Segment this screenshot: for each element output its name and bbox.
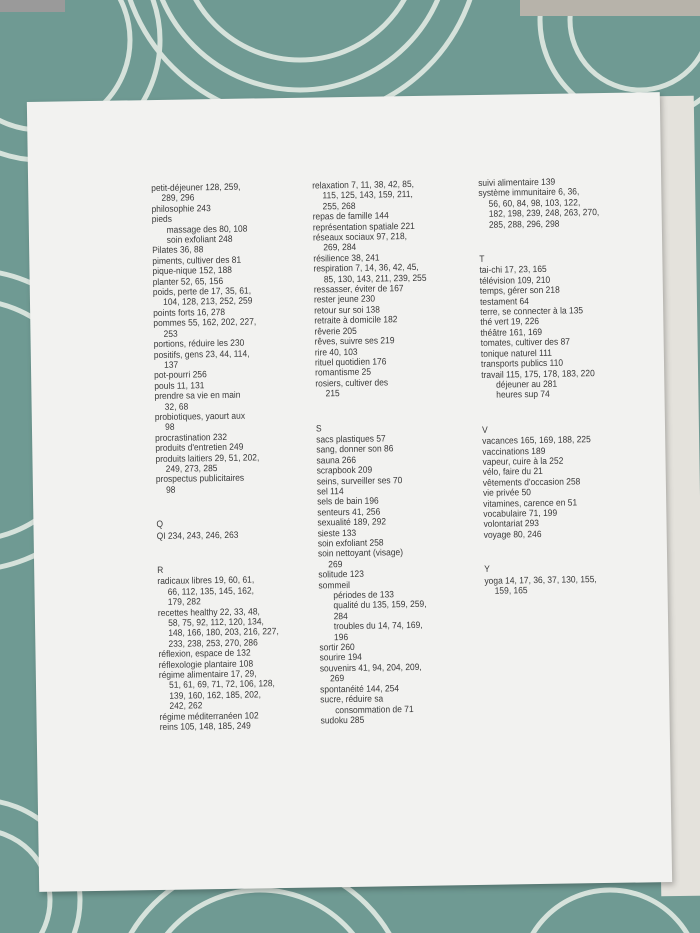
index-entry: 56, 60, 84, 98, 103, 122, — [488, 197, 581, 209]
index-entry: prendre sa vie en main — [154, 389, 241, 402]
index-entry: points forts 16, 278 — [153, 306, 226, 318]
index-entry: soin exfoliant 248 — [166, 233, 233, 245]
index-entry: 137 — [164, 359, 179, 370]
index-entry: 148, 166, 180, 203, 216, 227, — [168, 626, 279, 639]
index-entry: produits d'entretien 249 — [155, 441, 244, 454]
index-entry: régime méditerranéen 102 — [159, 710, 259, 722]
index-entry: périodes de 133 — [333, 589, 395, 601]
index-entry: souvenirs 41, 94, 204, 209, — [319, 661, 422, 674]
index-entry: suivi alimentaire 139 — [478, 176, 556, 188]
index-entry: 284 — [333, 610, 348, 622]
index-entry: théâtre 161, 169 — [480, 326, 543, 338]
index-letter-heading: Q — [156, 519, 164, 530]
index-entry: respiration 7, 14, 36, 42, 45, — [313, 262, 419, 274]
index-entry: 85, 130, 143, 211, 239, 255 — [323, 272, 427, 285]
index-entry: romantisme 25 — [315, 366, 372, 378]
index-entry: tonique naturel 111 — [480, 347, 553, 359]
index-entry: radicaux libres 19, 60, 61, — [157, 574, 255, 587]
index-entry: poids, perte de 17, 35, 61, — [152, 285, 252, 298]
index-gap — [156, 493, 277, 519]
index-entry: sieste 133 — [317, 527, 357, 539]
index-entry: philosophie 243 — [151, 202, 211, 214]
index-entry: vacances 165, 169, 188, 225 — [482, 434, 591, 447]
index-entry: 115, 125, 143, 159, 211, — [322, 189, 413, 201]
index-entry: sel 114 — [316, 486, 344, 497]
index-entry: rester jeune 230 — [313, 294, 376, 306]
index-entry: régime alimentaire 17, 29, — [158, 668, 257, 681]
index-entry: rêves, suivre ses 219 — [314, 335, 395, 347]
index-entry: sels de bain 196 — [317, 495, 379, 507]
index-entry: télévision 109, 210 — [479, 274, 551, 286]
index-entry: 58, 75, 92, 112, 120, 134, — [168, 616, 264, 628]
index-entry: 51, 61, 69, 71, 72, 106, 128, — [169, 678, 275, 691]
index-letter-heading: V — [481, 424, 488, 435]
index-entry: vapeur, cuire à la 252 — [482, 455, 564, 467]
index-entry: représentation spatiale 221 — [312, 220, 415, 233]
index-letter-heading: R — [157, 564, 164, 576]
index-entry: sauna 266 — [316, 454, 357, 466]
index-entry: pieds — [151, 213, 172, 225]
index-entry: piments, cultiver des 81 — [152, 254, 242, 266]
index-entry: rire 40, 103 — [314, 346, 358, 358]
index-entry: 32, 68 — [164, 401, 189, 412]
index-entry: reins 105, 148, 185, 249 — [159, 720, 251, 733]
index-entry: vocabulaire 71, 199 — [483, 507, 558, 519]
index-entry: 98 — [165, 484, 176, 495]
index-entry: pique-nique 152, 188 — [152, 265, 233, 277]
index-entry: 233, 238, 253, 270, 286 — [168, 637, 258, 649]
index-entry: 66, 112, 135, 145, 162, — [167, 585, 255, 597]
index-entry: qualité du 135, 159, 259, — [333, 599, 427, 611]
index-entry: vaccinations 189 — [482, 445, 546, 457]
index-entry: prospectus publicitaires — [155, 473, 245, 485]
index-entry: vie privée 50 — [482, 487, 532, 499]
index-entry: retour sur soi 138 — [314, 304, 380, 316]
index-entry: volontariat 293 — [483, 518, 540, 530]
index-entry: produits laitiers 29, 51, 202, — [155, 451, 260, 464]
index-entry: retraite à domicile 182 — [314, 314, 398, 326]
index-entry: scrapbook 209 — [316, 464, 373, 476]
index-entry: Pilates 36, 88 — [152, 244, 204, 256]
index-entry: massage des 80, 108 — [166, 223, 248, 235]
index-entry: 269 — [328, 558, 343, 570]
index-column-1 — [151, 181, 280, 732]
index-entry: 253 — [163, 328, 178, 339]
index-entry: pommes 55, 162, 202, 227, — [153, 316, 257, 329]
index-entry: sacs plastiques 57 — [316, 433, 386, 445]
index-entry: terre, se connecter à la 135 — [480, 305, 584, 317]
index-entry: vélo, faire du 21 — [482, 466, 543, 478]
index-entry: seins, surveiller ses 70 — [316, 474, 403, 487]
index-entry: 104, 128, 213, 252, 259 — [163, 295, 253, 308]
index-column-2 — [312, 179, 433, 726]
index-entry: voyage 80, 246 — [483, 528, 542, 540]
index-entry: sourire 194 — [319, 652, 362, 663]
index-entry: 215 — [325, 388, 340, 399]
index-entry: positifs, gens 23, 44, 114, — [153, 348, 250, 360]
index-entry: 285, 288, 296, 298 — [488, 218, 560, 230]
index-entry: 159, 165 — [494, 585, 528, 596]
index-entry: 179, 282 — [167, 596, 201, 608]
index-entry: QI 234, 243, 246, 263 — [156, 529, 239, 541]
index-entry: réflexologie plantaire 108 — [158, 658, 254, 670]
index-gap — [316, 397, 429, 423]
index-entry: rosiers, cultiver des — [315, 377, 389, 389]
index-entry: troubles du 14, 74, 169, — [333, 620, 423, 632]
index-entry: 269 — [329, 673, 345, 684]
index-entry: senteurs 41, 256 — [317, 506, 381, 518]
index-entry: système immunitaire 6, 36, — [478, 186, 580, 199]
index-entry: thé vert 19, 226 — [480, 316, 540, 328]
index-entry: vitamines, carence en 51 — [483, 496, 578, 509]
index-entry: pot-pourri 256 — [154, 369, 207, 381]
index-entry: petit-déjeuner 128, 259, — [151, 181, 241, 194]
index-gap — [479, 228, 600, 254]
index-entry: résilience 38, 241 — [313, 252, 380, 264]
index-entry: sucre, réduire sa — [320, 693, 384, 705]
index-entry: 242, 262 — [169, 700, 203, 712]
index-entry: vêtements d'occasion 258 — [482, 476, 581, 488]
index-entry: sudoku 285 — [320, 714, 365, 726]
index-entry: pouls 11, 131 — [154, 379, 205, 391]
index-gap — [484, 538, 605, 564]
index-entry: 289, 296 — [161, 192, 195, 204]
index-column-3 — [478, 176, 605, 596]
index-entry: sexualité 189, 292 — [317, 516, 387, 528]
index-entry: 196 — [333, 631, 349, 642]
index-letter-heading: Y — [484, 563, 490, 575]
index-entry: spontanéité 144, 254 — [320, 682, 400, 695]
index-gap — [482, 399, 603, 425]
index-entry: réflexion, espace de 132 — [158, 647, 251, 660]
index-entry: sang, donner son 86 — [316, 443, 394, 455]
index-entry: temps, gérer son 218 — [479, 284, 560, 297]
index-entry: procrastination 232 — [155, 431, 228, 443]
index-entry: heures sup 74 — [496, 389, 550, 400]
index-entry: tai-chi 17, 23, 165 — [479, 264, 547, 276]
index-letter-heading: S — [315, 422, 322, 434]
index-entry: ressasser, éviter de 167 — [313, 283, 404, 295]
index-entry: sommeil — [318, 579, 351, 591]
index-entry: déjeuner au 281 — [495, 378, 558, 390]
index-entry: travail 115, 175, 178, 183, 220 — [481, 367, 595, 380]
index-entry: relaxation 7, 11, 38, 42, 85, — [312, 178, 415, 191]
index-entry: repas de famille 144 — [312, 210, 389, 222]
index-entry: 139, 160, 162, 185, 202, — [169, 689, 262, 701]
index-entry: portions, réduire les 230 — [153, 337, 245, 350]
index-entry: testament 64 — [479, 295, 529, 307]
index-entry: soin exfoliant 258 — [317, 537, 384, 549]
index-entry: sortir 260 — [319, 642, 355, 653]
index-entry: consommation de 71 — [335, 703, 414, 715]
index-entry: rituel quotidien 176 — [314, 356, 387, 368]
index-entry: 269, 284 — [323, 242, 357, 253]
index-entry: soin nettoyant (visage) — [317, 547, 404, 559]
index-entry: solitude 123 — [318, 569, 364, 580]
index-entry: 249, 273, 285 — [165, 463, 218, 474]
index-entry: 182, 198, 239, 248, 263, 270, — [488, 207, 600, 219]
index-gap — [157, 539, 278, 565]
index-entry: tomates, cultiver des 87 — [480, 336, 571, 349]
index-entry: réseaux sociaux 97, 218, — [312, 231, 408, 243]
index-entry: recettes healthy 22, 33, 48, — [157, 606, 260, 618]
index-entry: 255, 268 — [322, 200, 356, 212]
book-page — [27, 92, 672, 892]
index-entry: rêverie 205 — [314, 325, 357, 337]
index-letter-heading: T — [479, 253, 485, 264]
index-entry: 98 — [165, 422, 175, 433]
index-entry: transports publics 110 — [480, 357, 564, 370]
index-entry: yoga 14, 17, 36, 37, 130, 155, — [484, 573, 597, 586]
index-entry: probiotiques, yaourt aux — [154, 410, 246, 422]
index-entry: planter 52, 65, 156 — [152, 275, 224, 287]
